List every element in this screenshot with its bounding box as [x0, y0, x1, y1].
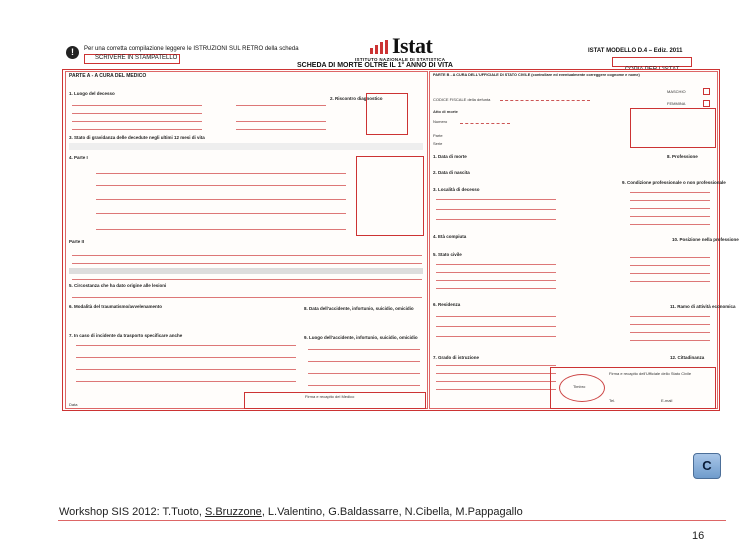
serie-label: Serie — [433, 141, 443, 146]
section-a6: 6. Modalità del traumatismo/avvelenamento — [69, 304, 163, 309]
field-line — [308, 385, 420, 386]
section-b2: 2. Data di nascita — [433, 170, 470, 175]
tel-label: Tel. — [609, 398, 616, 403]
footer-divider — [58, 520, 726, 521]
section-a3: 3. Stato di gravidanza delle decedute negli ultimi 12 mesi di vita — [69, 135, 205, 140]
cause-line-5 — [96, 229, 346, 230]
field-line — [436, 219, 556, 220]
part-b-title: PARTE B - A CURA DELL'UFFICIALE DI STATO CIVILE (controllare ed eventualmente correggere cognome e nome) — [433, 73, 640, 77]
part-a-title: PARTE A - A CURA DEL MEDICO — [69, 73, 147, 79]
field-line — [630, 265, 710, 266]
firma-ufficiale-label: Firma e recapito dell'Ufficiale dello Stato Civile — [609, 371, 692, 376]
codice-fiscale-boxes[interactable] — [500, 93, 590, 101]
field-line — [76, 357, 296, 358]
footer-citation — [59, 506, 523, 518]
section-a5: 5. Circostanza che ha dato origine alle lesioni — [69, 283, 167, 288]
logo-mark — [370, 40, 390, 54]
field-line — [630, 281, 710, 282]
section-b12: 12. Cittadinanza — [670, 355, 705, 360]
field-line — [630, 257, 710, 258]
parte2-line-3 — [72, 279, 422, 280]
section-b8: 8. Professione — [667, 154, 698, 159]
section-b7: 7. Grado di istruzione — [433, 355, 480, 360]
field-line — [72, 129, 202, 130]
field-line — [436, 336, 556, 337]
c-button[interactable]: C — [693, 453, 721, 479]
info-icon: ! — [66, 46, 79, 59]
cause-line-3 — [96, 199, 346, 200]
instructions-line2: SCRIVERE IN STAMPATELLO — [95, 55, 178, 61]
instructions-line2-box — [84, 54, 180, 64]
field-line — [436, 373, 556, 374]
field-line — [308, 373, 420, 374]
field-line — [436, 272, 556, 273]
section-a2: 2. Riscontro diagnostico — [330, 96, 383, 101]
parte2-line-2 — [72, 263, 422, 264]
field-line — [76, 345, 296, 346]
section-b6: 6. Residenza — [433, 302, 461, 307]
section-b9: 9. Condizione professionale o non professionale — [622, 180, 726, 185]
section-b1: 1. Data di morte — [433, 154, 467, 159]
numero-boxes[interactable] — [460, 116, 510, 124]
femmina-checkbox[interactable] — [703, 100, 710, 107]
parte-label: Parte — [433, 133, 443, 138]
codice-fiscale-label: CODICE FISCALE della defunta — [433, 97, 491, 102]
cause-line-1 — [96, 173, 346, 174]
field-line — [436, 288, 556, 289]
section-b3: 3. Località di decesso — [433, 187, 480, 192]
field-line — [236, 121, 326, 122]
copy-label-box — [612, 57, 692, 67]
firma-medico-label: Firma e recapito del Medico — [305, 394, 355, 399]
section-a1: 1. Luogo del decesso — [69, 91, 115, 96]
field-line — [72, 113, 202, 114]
timbro-label: Timbro — [573, 384, 586, 389]
section-a9: 9. Luogo dell'accidente, infortunio, suicidio, omicidio — [304, 335, 418, 340]
field-line — [630, 200, 710, 201]
field-line — [76, 381, 296, 382]
maschio-label: MASCHIO — [667, 89, 686, 94]
field-line — [630, 192, 710, 193]
field-line — [436, 389, 556, 390]
section-b4: 4. Età compiuta — [433, 234, 467, 239]
section-a4-part2: Parte II — [69, 239, 85, 244]
femmina-label: FEMMINA — [667, 101, 686, 106]
field-line — [308, 349, 420, 350]
field-line — [630, 273, 710, 274]
cause-line-2 — [96, 185, 346, 186]
footer-prefix: Workshop SIS 2012: T.Tuoto, — [59, 506, 205, 518]
logo-subtitle: ISTITUTO NAZIONALE DI STATISTICA — [355, 57, 446, 62]
section-a7: 7. In caso di incidente da trasporto specificare anche — [69, 333, 183, 338]
section-b5: 5. Stato civile — [433, 252, 462, 257]
field-line — [72, 121, 202, 122]
field-line — [630, 224, 710, 225]
riscontro-box — [366, 93, 408, 135]
field-line — [436, 280, 556, 281]
maschio-checkbox[interactable] — [703, 88, 710, 95]
parte2-line-1 — [72, 255, 422, 256]
field-line — [236, 129, 326, 130]
field-line — [630, 208, 710, 209]
section-b11: 11. Ramo di attività economica — [670, 304, 736, 309]
part-a — [65, 71, 428, 409]
field-line — [630, 340, 710, 341]
istat-bars-icon — [370, 40, 390, 54]
field-line — [436, 381, 556, 382]
death-certificate-form — [62, 69, 739, 411]
numero-label: Numero — [433, 119, 448, 124]
footer-suffix: , L.Valentino, G.Baldassarre, N.Cibella, M.Pappagallo — [261, 506, 523, 518]
data-label-a: Data — [69, 402, 78, 407]
model-code: ISTAT MODELLO D.4 – Ediz. 2011 — [588, 48, 683, 54]
logo-text: Istat — [392, 33, 433, 58]
field-line — [236, 105, 326, 106]
field-line — [72, 105, 202, 106]
ufficiale-signature-box — [550, 367, 716, 409]
field-line — [436, 209, 556, 210]
trauma-banner — [69, 268, 423, 274]
medico-signature-box — [244, 392, 426, 409]
page-number: 16 — [692, 530, 705, 542]
pregnancy-row — [69, 143, 423, 150]
field-line — [436, 199, 556, 200]
field-line — [630, 216, 710, 217]
field-line — [436, 365, 556, 366]
field-line — [436, 326, 556, 327]
field-line — [630, 332, 710, 333]
footer-underlined-author: S.Bruzzone — [204, 506, 262, 518]
field-line — [436, 316, 556, 317]
field-line — [630, 324, 710, 325]
field-line — [308, 361, 420, 362]
section-a8: 8. Data dell'accidente, infortunio, suicidio, omicidio — [304, 306, 414, 311]
interval-column — [356, 156, 424, 236]
section-a4: 4. Parte I — [69, 155, 88, 160]
field-line — [76, 369, 296, 370]
atto-morte-label: Atto di morte — [433, 109, 458, 114]
form-title: SCHEDA DI MORTE OLTRE IL 1° ANNO DI VITA — [297, 62, 453, 69]
field-line — [436, 264, 556, 265]
cause-line-4 — [96, 213, 346, 214]
part-b — [429, 71, 739, 409]
instructions-line1: Per una corretta compilazione leggere le ISTRUZIONI SUL RETRO della scheda — [84, 46, 299, 52]
section-b10: 10. Posizione nella professione — [672, 237, 739, 242]
email-label: E-mail — [661, 398, 673, 403]
field-line — [630, 316, 710, 317]
comune-box — [630, 108, 716, 148]
circostanza-line — [72, 297, 422, 298]
